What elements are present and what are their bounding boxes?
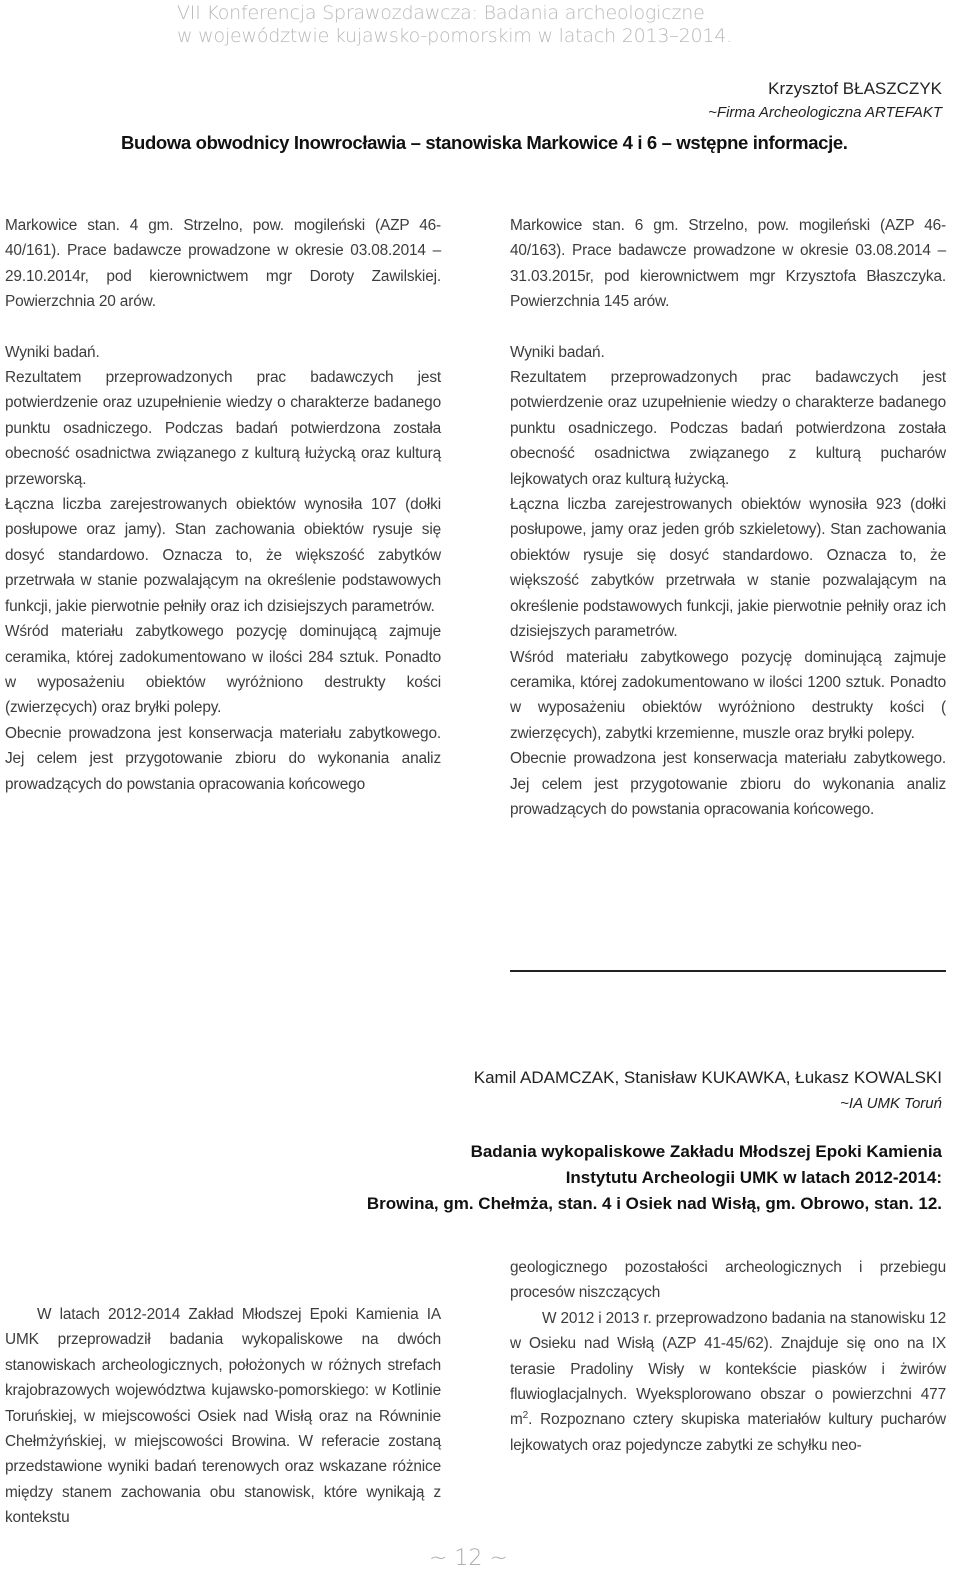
site-4-paragraph-2: Łączna liczba zarejestrowanych obiektów wynosiła 107 (dołki posłupowe oraz jamy). Stan zachowania obiektów rysuje się dosyć standardowo. Oznacza to, że większość zabytków przetrwała w stanie pozwalającym na określenie podstawowych funkcji, jakie pierwotnie pełniły oraz ich dzisiejszych parametrów. xyxy=(5,496,441,615)
conference-header-line-1: VII Konferencja Sprawozdawcza: Badania archeologiczne xyxy=(177,2,705,24)
site-6-results-heading: Wyniki badań. xyxy=(510,343,605,361)
article-2-title-line-1: Badania wykopaliskowe Zakładu Młodszej Epoki Kamienia xyxy=(470,1142,942,1161)
article-2-paragraph-1: W latach 2012-2014 Zakład Młodszej Epoki Kamienia IA UMK przeprowadził badania wykopaliskowe na dwóch stanowiskach archeologicznych, położonych w różnych strefach krajobrazowych województwa kujawsko-pomorskiego: w Kotlinie Toruńskiej, w miejscowości Osiek nad Wisłą oraz na Równinie Chełmżyńskiej, w miejscowości Browina. W referacie zostaną przedstawione wyniki badań terenowych oraz wskazane różnice między stanem zachowania obu stanowisk, które wynikają z kontekstu xyxy=(5,1306,441,1527)
site-4-paragraph-4: Obecnie prowadzona jest konserwacja materiału zabytkowego. Jej celem jest przygotowanie zbioru do wykonania analiz prowadzących do powstania opracowania końcowego xyxy=(5,724,441,793)
article-2-title-line-3: Browina, gm. Chełmża, stan. 4 i Osiek nad Wisłą, gm. Obrowo, stan. 12. xyxy=(366,1194,942,1213)
article-2-affiliation: ~IA UMK Toruń xyxy=(840,1095,942,1112)
site-6-intro: Markowice stan. 6 gm. Strzelno, pow. mogileński (AZP 46-40/163). Prace badawcze prowadzone w okresie 03.08.2014 – 31.03.2015r, pod kierownictwem mgr Krzysztofa Błaszczyka. Powierzchnia 145 arów. xyxy=(510,217,946,311)
site-6-paragraph-4: Obecnie prowadzona jest konserwacja materiału zabytkowego. Jej celem jest przygotowanie zbioru do wykonania analiz prowadzących do powstania opracowania końcowego. xyxy=(510,750,946,818)
article-1-right-column xyxy=(510,213,946,822)
area-unit-superscript: 2 xyxy=(522,1410,529,1422)
conference-header xyxy=(177,2,877,48)
article-2-left-column xyxy=(5,1302,441,1531)
site-6-paragraph-1: Rezultatem przeprowadzonych prac badawczych jest potwierdzenie oraz uzupełnienie wiedzy o charakterze badanego punktu osadniczego. Podczas badań potwierdzona została obecność osadnictwa związanego z kulturą pucharów lejkowatych oraz kulturą łużycką. xyxy=(510,369,946,488)
article-1-author: Krzysztof BŁASZCZYK xyxy=(768,79,942,98)
article-1-left-column xyxy=(5,213,441,797)
site-6-paragraph-2: Łączna liczba zarejestrowanych obiektów wynosiła 923 (dołki posłupowe, jamy oraz jeden grób szkieletowy). Stan zachowania obiektów rysuje się dosyć standardowo. Oznacza to, że większość zabytków przetrwała w stanie pozwalającym na określenie podstawowych funkcji, jakie pierwotnie pełniły oraz ich dzisiejszych parametrów. xyxy=(510,496,946,641)
site-6-paragraph-3: Wśród materiału zabytkowego pozycję dominującą zajmuje ceramika, której zadokumentowano w ilości 1200 sztuk. Ponadto w wyposażeniu obiektów wyróżniono destrukty kości ( zwierzęcych), zabytki krzemienne, muszle oraz bryłki polepy. xyxy=(510,648,946,742)
site-4-paragraph-1: Rezultatem przeprowadzonych prac badawczych jest potwierdzenie oraz uzupełnienie wiedzy o charakterze badanego punktu osadniczego. Podczas badań potwierdzona została obecność osadnictwa związanego z kulturą łużycką oraz kulturą przeworską. xyxy=(5,369,441,488)
article-2-right-column xyxy=(510,1255,946,1458)
article-2-title-line-2: Instytutu Archeologii UMK w latach 2012-2014: xyxy=(565,1168,942,1187)
site-4-intro: Markowice stan. 4 gm. Strzelno, pow. mogileński (AZP 46-40/161). Prace badawcze prowadzone w okresie 03.08.2014 – 29.10.2014r, pod kierownictwem mgr Doroty Zawilskiej. Powierzchnia 20 arów. xyxy=(5,217,441,311)
article-2-authors: Kamil ADAMCZAK, Stanisław KUKAWKA, Łukasz KOWALSKI xyxy=(473,1068,942,1087)
article-1-affiliation: ~Firma Archeologiczna ARTEFAKT xyxy=(708,104,942,121)
article-2-paragraph-2 xyxy=(510,1306,946,1458)
site-4-results-heading: Wyniki badań. xyxy=(5,343,100,361)
site-4-paragraph-3: Wśród materiału zabytkowego pozycję dominującą zajmuje ceramika, której zadokumentowano w ilości 284 sztuk. Ponadto w wyposażeniu obiektów wyróżniono destrukty kości (zwierzęcych) oraz bryłki polepy. xyxy=(5,623,441,717)
article-2-paragraph-2-part-b: . Rozpoznano cztery skupiska materiałów kultury pucharów lejkowatych oraz pojedyncze zabytki ze schyłku neo- xyxy=(510,1411,946,1454)
page-number: ~ 12 ~ xyxy=(429,1546,508,1571)
article-2-title xyxy=(367,1139,942,1217)
article-1-title: Budowa obwodnicy Inowrocławia – stanowiska Markowice 4 i 6 – wstępne informacje. xyxy=(121,132,848,153)
conference-header-line-2: w województwie kujawsko-pomorskim w latach 2013–2014. xyxy=(177,25,733,47)
article-2-continuation: geologicznego pozostałości archeologicznych i przebiegu procesów niszczących xyxy=(510,1259,946,1302)
article-2-paragraph-2-part-a: W 2012 i 2013 r. przeprowadzono badania na stanowisku 12 w Osieku nad Wisłą (AZP 41-45/62). Znajduje się ono na IX terasie Pradoliny Wisły w kontekście piasków i żwirów fluwioglacjalnych. Wyeksplorowano obszar o powierzchni 477 m xyxy=(510,1309,946,1429)
section-divider xyxy=(510,970,946,972)
